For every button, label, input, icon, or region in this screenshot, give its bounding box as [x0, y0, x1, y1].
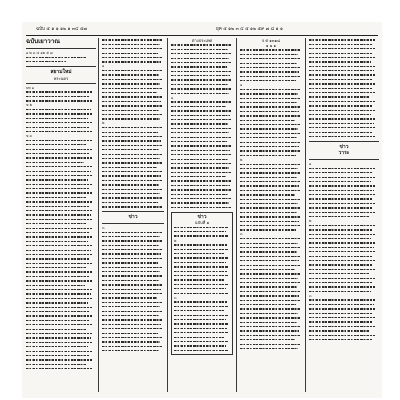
- column-4-line: ๑: [240, 83, 243, 88]
- text-line: [240, 347, 302, 351]
- column-5-headline: วาระ: [338, 150, 350, 157]
- text-line: [309, 51, 379, 55]
- text-line: [309, 135, 379, 139]
- text-line: [240, 263, 302, 267]
- column-2-headline: ข่าว: [128, 214, 138, 221]
- text-line: [309, 73, 379, 77]
- text-line: [309, 276, 379, 280]
- column-5: [309, 38, 379, 396]
- text-line: [102, 51, 164, 55]
- text-line: [309, 338, 379, 342]
- masthead-left-text: ฉบับ ๕ ๑ ๑ ๑๒ ๑ ๓๔ ๕๗: [36, 27, 87, 32]
- text-line: [26, 226, 96, 230]
- text-line: [240, 184, 302, 188]
- newspaper-page: [22, 22, 382, 398]
- text-line: [174, 313, 230, 317]
- text-line: [240, 140, 302, 144]
- text-line: [26, 305, 96, 309]
- column-5-line: ๓: [309, 293, 312, 298]
- text-line: [309, 130, 379, 134]
- column-4-dateline: ๑ ๑ ๑: [265, 43, 277, 48]
- column-1-section-subtitle: พระนคร: [53, 75, 69, 81]
- text-line: [240, 162, 302, 166]
- text-line: [26, 125, 96, 129]
- text-line: [309, 298, 379, 302]
- text-line: [240, 320, 302, 324]
- divider: [309, 159, 379, 160]
- text-line: [102, 349, 164, 353]
- column-5-line: ๑: [309, 161, 312, 166]
- text-line: [102, 205, 164, 209]
- text-line: [240, 241, 302, 245]
- text-line: [26, 270, 96, 274]
- text-line: [309, 232, 379, 236]
- text-line: [102, 108, 164, 112]
- text-line: [309, 254, 379, 258]
- text-line: [26, 327, 96, 331]
- divider: [309, 141, 379, 142]
- text-line: [174, 256, 230, 260]
- text-line: [26, 367, 96, 371]
- column-3-line: ๒: [174, 238, 177, 243]
- text-line: [26, 349, 96, 353]
- text-line: [26, 99, 96, 103]
- column-3: [171, 38, 233, 396]
- column-rule: [305, 38, 306, 392]
- column-2-line: ๑: [102, 64, 105, 69]
- text-line: [26, 130, 96, 134]
- text-line: [174, 291, 230, 295]
- text-line: [240, 153, 302, 157]
- text-line: [171, 179, 233, 183]
- text-line: [102, 174, 164, 178]
- column-1-heading: ฉบับเยาวาณ: [26, 38, 60, 45]
- masthead: [26, 23, 378, 36]
- text-line: [240, 342, 302, 346]
- column-5-line: ๒: [309, 219, 312, 224]
- text-line: [174, 348, 230, 352]
- text-line: [102, 130, 164, 134]
- column-3-box-title: ข่าว: [197, 213, 207, 220]
- column-rule: [98, 38, 99, 392]
- column-4-line: ๓: [240, 232, 243, 237]
- column-3-heading: ต่างประเทศ: [191, 38, 213, 43]
- column-3-boxed-article: [171, 212, 233, 355]
- text-line: [26, 169, 96, 173]
- text-line: [309, 197, 379, 201]
- column-5-heading: ข่าว: [339, 143, 349, 150]
- text-line: [26, 147, 96, 151]
- column-1-line: ข ๒: [26, 103, 32, 108]
- text-line: [240, 285, 302, 289]
- text-line: [171, 135, 233, 139]
- column-1-line: ข ๓: [26, 134, 33, 139]
- text-line: [102, 230, 164, 234]
- column-1: [26, 38, 96, 396]
- column-3-line: ๑: [171, 95, 174, 100]
- column-2-line: ๒: [102, 121, 105, 126]
- text-line: [309, 289, 379, 293]
- column-1-section-title: สยามใหม่: [50, 69, 72, 76]
- column-3-line: ๓: [174, 295, 177, 300]
- text-line: [102, 252, 164, 256]
- text-line: [26, 60, 96, 64]
- text-line: [26, 248, 96, 252]
- divider: [102, 223, 164, 224]
- text-line: [240, 61, 302, 65]
- divider: [26, 83, 96, 84]
- text-line: [171, 157, 233, 161]
- text-line: [102, 309, 164, 313]
- column-4: [240, 38, 302, 396]
- divider: [26, 66, 96, 67]
- text-line: [309, 333, 379, 337]
- text-line: [102, 73, 164, 77]
- text-line: [309, 215, 379, 219]
- text-line: [240, 219, 302, 223]
- column-4-heading: จ ศ ๑๓๑๘: [261, 38, 281, 43]
- column-4-line: ๒: [240, 157, 243, 162]
- column-1-subheading: ๑ ๒ ๓ ๔ ๑๒ ๕ ๗: [26, 51, 53, 55]
- text-line: [174, 335, 230, 339]
- column-3-box-subtitle: ฉบับที่ ๑: [194, 220, 210, 226]
- text-line: [102, 117, 164, 121]
- text-line: [171, 113, 233, 117]
- text-line: [171, 205, 233, 209]
- text-line: [102, 331, 164, 335]
- text-line: [174, 234, 230, 238]
- column-2: [102, 38, 164, 396]
- text-line: [240, 79, 302, 83]
- text-line: [240, 228, 302, 232]
- column-1-line: บท ๑: [26, 85, 35, 90]
- text-line: [309, 108, 379, 112]
- masthead-right-text: ยุค ๕ ๑๒ ๓ ๔ ๕ ๑๒ ๕๙ ๗ ๘ ๑ ๑: [216, 27, 283, 32]
- column-rule: [167, 38, 168, 392]
- divider: [102, 211, 164, 212]
- column-rule: [236, 38, 237, 392]
- text-line: [171, 56, 233, 60]
- divider: [26, 48, 96, 49]
- text-line: [102, 60, 164, 64]
- text-line: [26, 191, 96, 195]
- text-line: [309, 175, 379, 179]
- text-line: [171, 91, 233, 95]
- column-2-line: ๓: [102, 225, 105, 230]
- text-line: [240, 118, 302, 122]
- text-line: [171, 78, 233, 82]
- text-line: [102, 152, 164, 156]
- text-line: [102, 287, 164, 291]
